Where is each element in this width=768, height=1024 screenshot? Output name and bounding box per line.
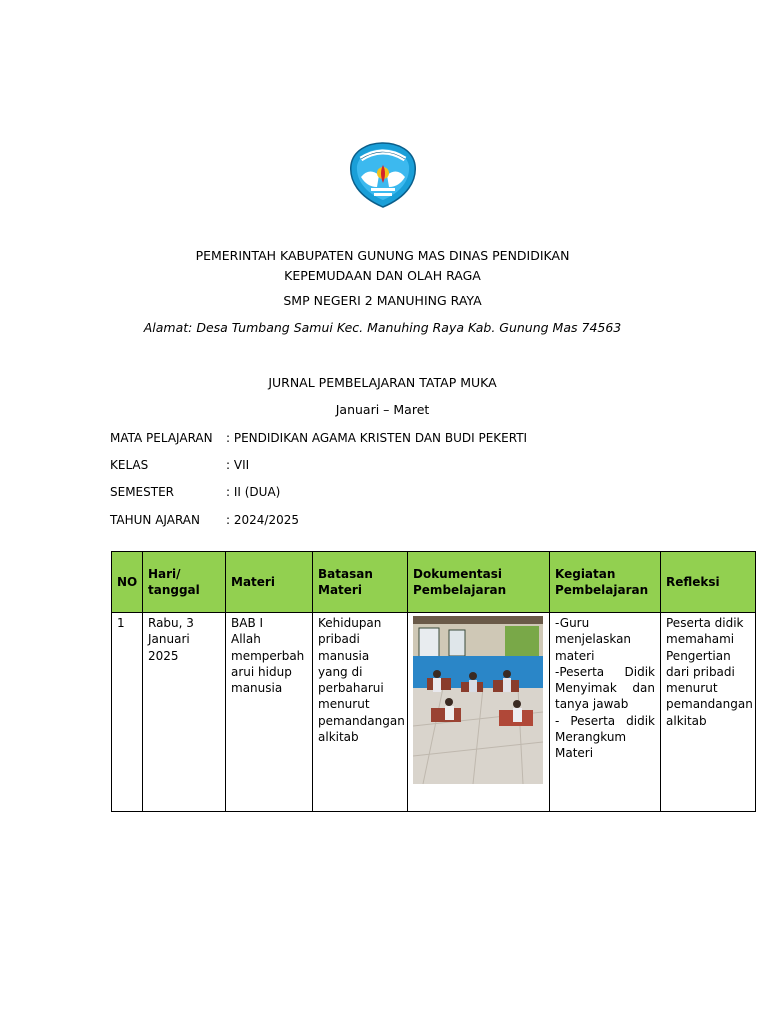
- classroom-photo: [413, 616, 543, 784]
- school-address: Alamat: Desa Tumbang Samui Kec. Manuhing Raya Kab. Gunung Mas 74563: [143, 320, 622, 335]
- column-header-reflection: Refleksi: [661, 552, 756, 613]
- cell-activities: [550, 613, 661, 812]
- column-header-material-scope: Batasan Materi: [313, 552, 408, 613]
- table-header-row: [112, 552, 756, 613]
- meta-key: SEMESTER: [110, 485, 175, 499]
- column-header-no: NO: [112, 552, 143, 613]
- header-line-2: KEPEMUDAAN DAN OLAH RAGA: [284, 268, 481, 283]
- material-chapter: BAB I: [231, 616, 264, 630]
- column-header-activities: Kegiatan Pembelajaran: [550, 552, 661, 613]
- document-period: Januari – Maret: [335, 402, 430, 417]
- column-header-date: Hari/ tanggal: [143, 552, 226, 613]
- material-title: Allah memperbah arui hidup manusia: [231, 632, 305, 696]
- column-header-material: Materi: [226, 552, 313, 613]
- government-header: [110, 246, 655, 286]
- cell-date: Rabu, 3 Januari 2025: [143, 613, 226, 812]
- meta-value: : VII: [226, 458, 250, 472]
- cell-reflection: Peserta didik memahami Pengertian dari pribadi menurut pemandangan alkitab: [661, 613, 756, 812]
- document-title: JURNAL PEMBELAJARAN TATAP MUKA: [268, 375, 497, 390]
- meta-key: KELAS: [110, 458, 149, 472]
- cell-material-scope: Kehidupan pribadi manusia yang di perbaharui menurut pemandangan alkitab: [313, 613, 408, 812]
- meta-value: : PENDIDIKAN AGAMA KRISTEN DAN BUDI PEKERTI: [226, 431, 528, 445]
- meta-value: : II (DUA): [226, 485, 281, 499]
- journal-table: [111, 551, 756, 812]
- tut-wuri-handayani-logo: [349, 141, 417, 209]
- cell-material: [226, 613, 313, 812]
- meta-key: MATA PELAJARAN: [110, 431, 213, 445]
- cell-no: 1: [112, 613, 143, 812]
- school-name: SMP NEGERI 2 MANUHING RAYA: [283, 293, 482, 308]
- meta-value: : 2024/2025: [226, 513, 299, 527]
- column-header-documentation: Dokumentasi Pembelajaran: [408, 552, 550, 613]
- cell-documentation: [408, 613, 550, 812]
- header-line-1: PEMERINTAH KABUPATEN GUNUNG MAS DINAS PENDIDIKAN: [195, 248, 570, 263]
- activity-item: -Peserta Didik Menyimak dan tanya jawab: [555, 664, 655, 712]
- meta-key: TAHUN AJARAN: [110, 513, 200, 527]
- activity-item: - Peserta didik Merangkum Materi: [555, 713, 655, 761]
- activity-item: -Guru menjelaskan materi: [555, 616, 632, 663]
- table-row: [112, 613, 756, 812]
